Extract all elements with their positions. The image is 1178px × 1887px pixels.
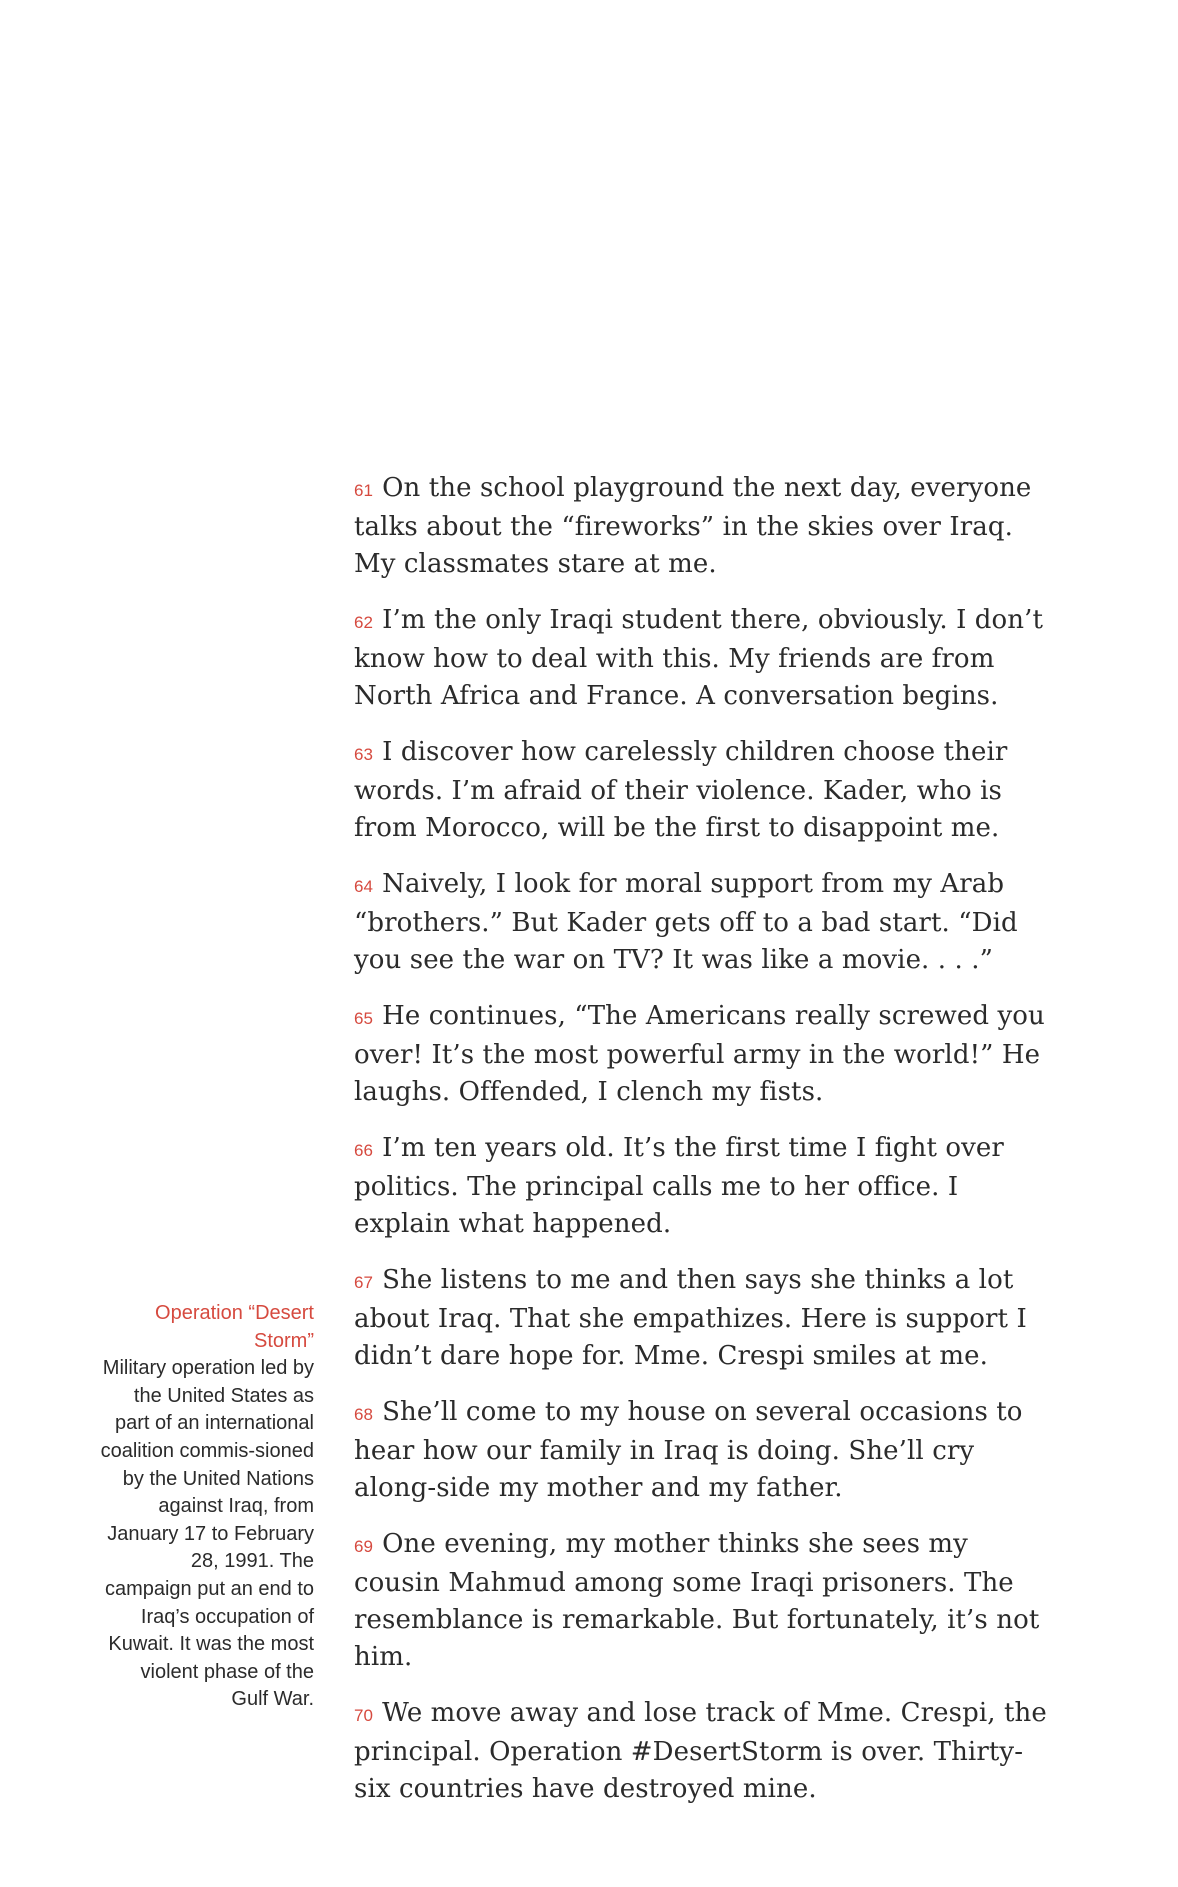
paragraph-number: 61 xyxy=(354,481,374,500)
paragraph-63 xyxy=(354,734,1054,847)
paragraph-text: One evening, my mother thinks she sees my cousin Mahmud among some Iraqi prisoners. The resemblance is remarkable. But fortunately, it’s not him. xyxy=(354,1529,1040,1672)
paragraph-number: 67 xyxy=(354,1273,374,1292)
paragraph-text: I’m the only Iraqi student there, obviously. I don’t know how to deal with this. My friends are from North Africa and France. A conversation begins. xyxy=(354,605,1044,711)
sidenote-body: Military operation led by the United States as part of an international coalition commis-sioned by the United Nations against Iraq, from January 17 to February 28, 1991. The campaign put an end to Iraq’s occupation of Kuwait. It was the most violent phase of the Gulf War. xyxy=(100,1357,314,1711)
sidenote-title: Operation “Desert Storm” xyxy=(155,1302,314,1352)
paragraph-number: 65 xyxy=(354,1009,374,1028)
paragraph-number: 66 xyxy=(354,1141,374,1160)
paragraph-64 xyxy=(354,866,1054,979)
paragraph-65 xyxy=(354,998,1054,1111)
paragraph-number: 69 xyxy=(354,1537,374,1556)
paragraph-text: She listens to me and then says she thinks a lot about Iraq. That she empathizes. Here is support I didn’t dare hope for. Mme. Crespi smiles at me. xyxy=(354,1265,1027,1371)
paragraph-text: She’ll come to my house on several occasions to hear how our family in Iraq is doing. She’ll cry along-side my mother and my father. xyxy=(354,1397,1023,1503)
paragraph-61 xyxy=(354,470,1054,583)
paragraph-70 xyxy=(354,1695,1054,1808)
paragraph-69 xyxy=(354,1526,1054,1676)
paragraph-68 xyxy=(354,1394,1054,1507)
paragraph-text: We move away and lose track of Mme. Crespi, the principal. Operation #DesertStorm is over. Thirty-six countries have destroyed mine. xyxy=(354,1698,1047,1804)
paragraph-66 xyxy=(354,1130,1054,1243)
paragraph-number: 63 xyxy=(354,745,374,764)
paragraph-text: He continues, “The Americans really screwed you over! It’s the most powerful army in the world!” He laughs. Offended, I clench my fists. xyxy=(354,1001,1045,1107)
paragraph-number: 68 xyxy=(354,1405,374,1424)
paragraph-text: I discover how carelessly children choose their words. I’m afraid of their violence. Kader, who is from Morocco, will be the first to disappoint me. xyxy=(354,737,1008,843)
paragraph-67 xyxy=(354,1262,1054,1375)
paragraph-text: Naively, I look for moral support from my Arab “brothers.” But Kader gets off to a bad start. “Did you see the war on TV? It was like a movie. . . .” xyxy=(354,869,1018,975)
paragraph-number: 70 xyxy=(354,1706,374,1725)
sidenote xyxy=(100,1300,314,1714)
main-text xyxy=(354,470,1054,1827)
paragraph-number: 62 xyxy=(354,613,374,632)
paragraph-text: I’m ten years old. It’s the first time I fight over politics. The principal calls me to her office. I explain what happened. xyxy=(354,1133,1004,1239)
paragraph-number: 64 xyxy=(354,877,374,896)
paragraph-text: On the school playground the next day, everyone talks about the “fireworks” in the skies over Iraq. My classmates stare at me. xyxy=(354,473,1032,579)
paragraph-62 xyxy=(354,602,1054,715)
